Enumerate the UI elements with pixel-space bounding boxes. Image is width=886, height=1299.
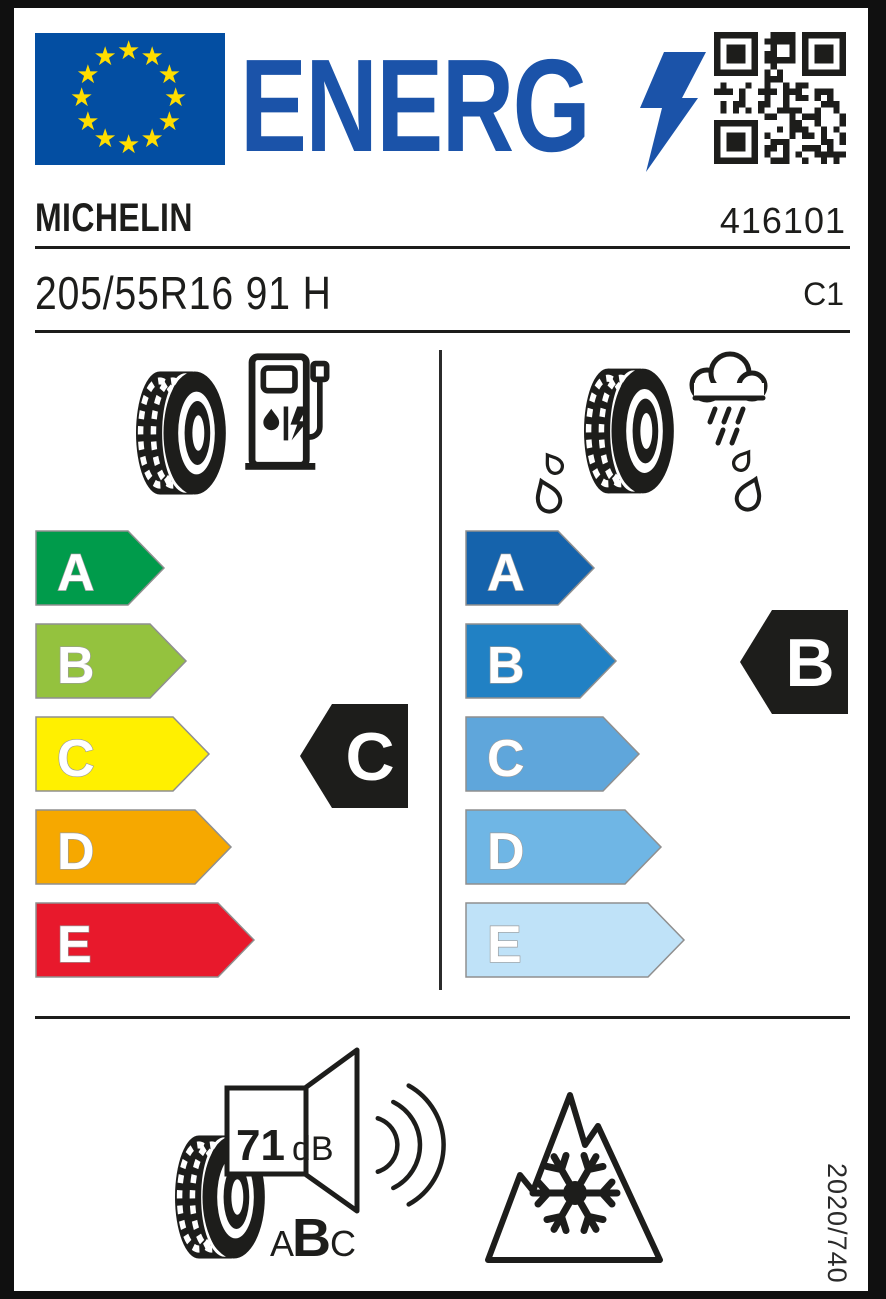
fuel-efficiency-icon [115, 348, 345, 513]
noise-value: 71 [236, 1121, 285, 1170]
svg-text:D: D [57, 823, 95, 881]
svg-text:A: A [487, 544, 525, 602]
svg-text:D: D [487, 823, 525, 881]
svg-text:B: B [57, 637, 95, 695]
regulation-number: 2020/740 [822, 1163, 852, 1284]
sound-waves-icon [378, 1086, 444, 1205]
noise-class-b: B [292, 1208, 331, 1268]
svg-text:E: E [487, 916, 522, 974]
divider-line [35, 1016, 850, 1019]
lightning-bolt-icon [640, 52, 706, 172]
fuel-efficiency-class-d [35, 809, 233, 885]
noise-class-a: A [270, 1223, 295, 1264]
eu-star-icon: ★ [76, 105, 100, 136]
eu-star-icon: ★ [76, 58, 100, 89]
noise-class-c: C [330, 1223, 356, 1264]
wet-rating-indicator [738, 606, 850, 718]
wet-grip-scale [465, 530, 735, 980]
qr-code [714, 32, 846, 164]
eu-star-icon: ★ [164, 82, 188, 112]
column-divider [439, 350, 442, 990]
eu-star-icon: ★ [140, 41, 164, 72]
noise-level-icon [152, 1038, 462, 1273]
tire-class-code: C1 [803, 276, 844, 312]
svg-text:B: B [487, 637, 525, 695]
noise-unit: dB [292, 1130, 334, 1168]
svg-text:C: C [487, 730, 525, 788]
wet-grip-class-c [465, 716, 641, 792]
svg-text:A: A [57, 544, 95, 602]
wet-grip-class-d [465, 809, 663, 885]
fuel-efficiency-class-c [35, 716, 211, 792]
divider-line [35, 246, 850, 249]
fuel-rating-indicator [298, 700, 410, 812]
eu-star-icon: ★ [93, 122, 117, 153]
eu-star-icon: ★ [117, 35, 141, 65]
eu-star-icon: ★ [157, 58, 182, 89]
svg-text:C: C [57, 730, 95, 788]
wet-grip-class-a [465, 530, 596, 606]
brand-name: MICHELIN [35, 196, 193, 240]
eu-star-icon: ★ [140, 122, 164, 153]
fuel-efficiency-class-e [35, 902, 256, 978]
wet-grip-icon [535, 345, 785, 517]
eu-star-icon: ★ [93, 41, 117, 72]
energ-logo: ENERG [240, 32, 590, 179]
fuel-efficiency-class-b [35, 623, 188, 699]
snow-grip-icon [478, 1086, 673, 1268]
fuel-efficiency-scale [35, 530, 305, 980]
divider-line [35, 330, 850, 333]
eu-star-icon: ★ [117, 129, 141, 159]
eu-star-icon: ★ [70, 82, 94, 112]
svg-text:E: E [57, 916, 92, 974]
svg-text:B: B [785, 625, 835, 701]
wet-grip-class-b [465, 623, 618, 699]
fuel-efficiency-class-a [35, 530, 166, 606]
eu-star-icon: ★ [157, 105, 182, 136]
eu-flag [35, 33, 225, 165]
article-number: 416101 [719, 200, 846, 241]
svg-text:C: C [345, 719, 395, 795]
wet-grip-class-e [465, 902, 686, 978]
tire-dimension: 205/55R16 91 H [35, 267, 332, 319]
